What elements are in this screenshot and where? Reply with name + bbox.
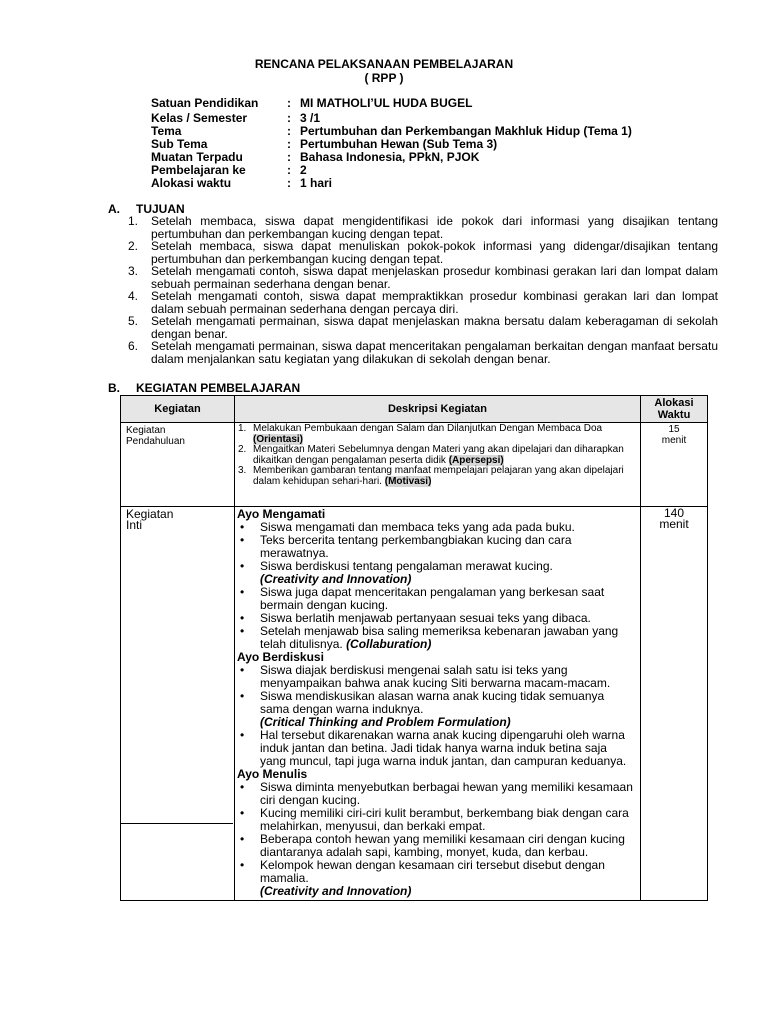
objective-text: Setelah mengamati permainan, siswa dapat menceritakan pengalaman berkaitan dengan manfaat bersatu dalam menjalankan satu kegiatan yang dilakukan di sekolah dengan benar. — [151, 339, 718, 366]
list-item — [235, 625, 640, 651]
time-value: 15 — [668, 424, 680, 435]
identity-colon: : — [287, 150, 291, 164]
list-item — [238, 424, 640, 445]
list-item — [235, 586, 640, 612]
identity-key: Pembelajaran ke — [151, 163, 246, 177]
objective-text: Setelah mengamati permainan, siswa dapat menjelaskan makna bersatu dalam keberagaman di sekolah dengan benar. — [151, 314, 718, 341]
time-unit: menit — [659, 517, 689, 531]
bullet-icon: • — [240, 533, 245, 547]
list-item — [235, 534, 640, 560]
document-subtitle: ( RPP ) — [364, 71, 404, 85]
time-unit: menit — [661, 435, 687, 446]
list-item — [238, 445, 640, 466]
header-alokasi-line2: Waktu — [657, 409, 691, 421]
time-value: 140 — [663, 506, 685, 520]
item-text: Melakukan Pembukaan dengan Salam dan Dilanjutkan Dengan Membaca Doa — [253, 423, 603, 434]
pendahuluan-time — [641, 423, 708, 507]
section-title: KEGIATAN PEMBELAJARAN — [136, 381, 301, 395]
identity-value: Pertumbuhan Hewan (Sub Tema 3) — [300, 137, 498, 151]
objective-item — [128, 265, 718, 290]
table-header-row — [121, 396, 708, 423]
objective-text: Setelah membaca, siswa dapat mengidentifikasi ide pokok dari informasi yang disajikan tentang pertumbuhan dan perkembangan kucing dengan tepat. — [151, 214, 718, 241]
group-title-ayo-mengamati: Ayo Mengamati — [237, 507, 326, 521]
item-tag: (Creativity and Innovation) — [260, 572, 412, 586]
header-kegiatan: Kegiatan — [121, 396, 235, 423]
objective-item — [128, 315, 718, 340]
list-item — [238, 466, 640, 487]
identity-key: Muatan Terpadu — [151, 150, 243, 164]
list-item — [235, 807, 640, 833]
header-deskripsi: Deskripsi Kegiatan — [235, 396, 641, 423]
item-tag: (Critical Thinking and Problem Formulation) — [260, 715, 511, 729]
bullet-icon: • — [240, 858, 245, 872]
identity-colon: : — [287, 96, 291, 110]
item-tag: (Orientasi) — [253, 433, 304, 445]
identity-colon: : — [287, 137, 291, 151]
identity-value: 1 hari — [300, 176, 333, 190]
item-text: Setelah menjawab bisa saling memeriksa kebenaran jawaban yang telah ditulisnya. — [260, 624, 619, 651]
section-letter: A. — [108, 202, 120, 216]
objective-item — [128, 215, 718, 240]
label-line: Inti — [126, 518, 143, 532]
identity-key: Kelas / Semester — [151, 111, 248, 125]
identity-colon: : — [287, 163, 291, 177]
identity-colon: : — [287, 124, 291, 138]
bullet-icon: • — [240, 689, 245, 703]
inti-time — [641, 507, 708, 901]
item-text: Kucing memiliki ciri-ciri kulit berambut, berkembang biak dengan cara melahirkan, menyusui, dan berkaki empat. — [260, 806, 629, 833]
item-text: Hal tersebut dikarenakan warna anak kucing dipengaruhi oleh warna induk jantan dan betina. Jadi tidak hanya warna induk betina saja yang muncul, tapi juga warna induk jantan, dan campuran keduanya. — [260, 728, 627, 768]
label-line: Kegiatan — [126, 425, 166, 436]
bullet-icon: • — [240, 663, 245, 677]
objective-number: 1. — [128, 214, 139, 228]
bullet-icon: • — [240, 520, 245, 534]
list-item — [235, 833, 640, 859]
item-text: Teks bercerita tentang perkembangbiakan kucing dan cara merawatnya. — [260, 533, 572, 560]
item-text: Mengaitkan Materi Sebelumnya dengan Materi yang akan dipelajari dan diharapkan dikaitkan dengan pengalaman peserta didik — [253, 444, 624, 466]
bullet-icon: • — [240, 832, 245, 846]
item-text: Siswa diajak berdiskusi mengenai salah satu isi teks yang menyampaikan bahwa anak kucing Siti berwarna macam-macam. — [260, 663, 611, 690]
identity-key: Alokasi waktu — [151, 176, 232, 190]
label-line: Pendahuluan — [126, 436, 185, 447]
bullet-icon: • — [240, 728, 245, 742]
item-tag: (Collaburation) — [346, 637, 432, 651]
group-title-ayo-berdiskusi: Ayo Berdiskusi — [237, 650, 324, 664]
item-text: Siswa berlatih menjawab pertanyaan sesuai teks yang dibaca. — [260, 611, 591, 625]
item-number: 3. — [238, 465, 247, 477]
objective-item — [128, 290, 718, 315]
list-item — [235, 729, 640, 768]
list-item — [235, 664, 640, 690]
table-divider — [120, 823, 233, 958]
objective-text: Setelah mengamati contoh, siswa dapat menjelaskan prosedur kombinasi gerakan lari dan lompat dalam sebuah permainan sederhana dengan benar. — [151, 264, 718, 291]
identity-value: Pertumbuhan dan Perkembangan Makhluk Hidup (Tema 1) — [300, 124, 632, 138]
item-tag: (Motivasi) — [384, 475, 432, 487]
item-text: Kelompok hewan dengan kesamaan ciri tersebut disebut dengan mamalia. — [260, 858, 605, 885]
table-row-pendahuluan — [121, 423, 708, 507]
item-text: Siswa mengamati dan membaca teks yang ada pada buku. — [260, 520, 575, 534]
item-tag: (Creativity and Innovation) — [260, 884, 412, 898]
kegiatan-pendahuluan-label — [121, 423, 235, 507]
objective-number: 6. — [128, 339, 139, 353]
bullet-icon: • — [240, 624, 245, 638]
identity-key: Tema — [151, 124, 182, 138]
bullet-icon: • — [240, 559, 245, 573]
list-item — [235, 781, 640, 807]
list-item — [235, 859, 640, 898]
identity-key: Satuan Pendidikan — [151, 96, 259, 110]
section-letter: B. — [108, 381, 120, 395]
item-text: Memberikan gambaran tentang manfaat mempelajari pelajaran yang akan dipelajari dalam kehidupan sehari-hari. — [253, 465, 624, 487]
item-number: 1. — [238, 423, 247, 434]
objective-number: 5. — [128, 314, 139, 328]
section-title: TUJUAN — [136, 202, 185, 216]
objective-text: Setelah membaca, siswa dapat menuliskan pokok-pokok informasi yang didengar/disajikan tentang pertumbuhan dan perkembangan kucing dengan tepat. — [151, 239, 718, 266]
objective-number: 3. — [128, 264, 139, 278]
objective-item — [128, 340, 718, 365]
item-text: Siswa mendiskusikan alasan warna anak kucing tidak semuanya sama dengan warna induknya. — [260, 689, 605, 716]
bullet-icon: • — [240, 806, 245, 820]
bullet-icon: • — [240, 780, 245, 794]
item-text: Siswa berdiskusi tentang pengalaman merawat kucing. — [260, 559, 553, 573]
objective-number: 2. — [128, 239, 139, 253]
identity-colon: : — [287, 111, 291, 125]
identity-value: MI MATHOLI’UL HUDA BUGEL — [300, 96, 473, 110]
group-title-ayo-menulis: Ayo Menulis — [237, 767, 308, 781]
section-b-heading — [108, 381, 300, 395]
bullet-icon: • — [240, 611, 245, 625]
item-tag: (Apersepsi) — [448, 454, 504, 466]
list-item — [235, 690, 640, 729]
identity-key: Sub Tema — [151, 137, 208, 151]
identity-value: 2 — [300, 163, 307, 177]
item-number: 2. — [238, 444, 247, 456]
objectives-list — [128, 215, 718, 365]
header-alokasi — [641, 396, 708, 423]
document-title: RENCANA PELAKSANAAN PEMBELAJARAN — [254, 57, 514, 71]
objective-text: Setelah mengamati contoh, siswa dapat mempraktikkan prosedur kombinasi gerakan lari dan lompat dalam sebuah permainan sederhana dengan percaya diri. — [151, 289, 718, 316]
identity-value: 3 /1 — [300, 111, 321, 125]
bullet-icon: • — [240, 585, 245, 599]
label-line: Kegiatan — [126, 507, 174, 521]
inti-description — [235, 507, 641, 901]
item-text: Siswa diminta menyebutkan berbagai hewan yang memiliki kesamaan ciri dengan kucing. — [260, 780, 633, 807]
item-text: Siswa juga dapat menceritakan pengalaman yang berkesan saat bermain dengan kucing. — [260, 585, 605, 612]
pendahuluan-description — [235, 423, 641, 507]
list-item — [235, 560, 640, 586]
objective-item — [128, 240, 718, 265]
header-alokasi-line1: Alokasi — [654, 397, 694, 409]
identity-value: Bahasa Indonesia, PPkN, PJOK — [300, 150, 480, 164]
item-text: Beberapa contoh hewan yang memiliki kesamaan ciri dengan kucing diantaranya adalah sapi, kambing, monyet, kuda, dan kerbau. — [260, 832, 625, 859]
objective-number: 4. — [128, 289, 139, 303]
identity-colon: : — [287, 176, 291, 190]
